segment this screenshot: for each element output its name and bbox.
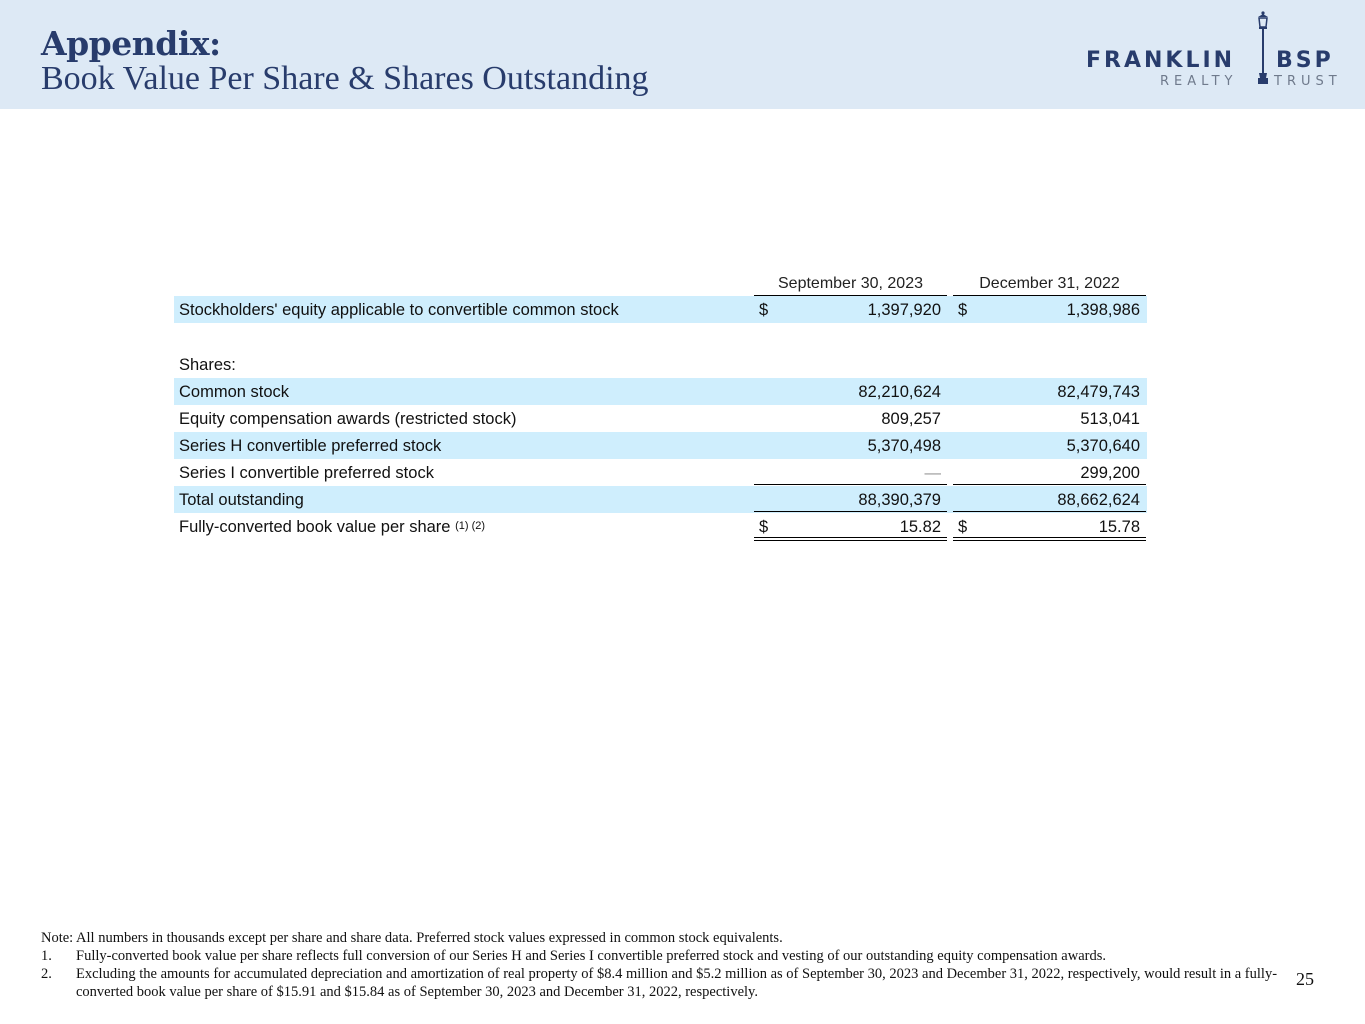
value-sep-2023: 5,370,498 [867,437,941,455]
value-sep-2023: — [924,464,941,482]
table-row [174,432,1147,459]
value-sep-2023: 15.82 [899,518,941,536]
currency-symbol: $ [958,518,968,536]
value-sep-2023: 809,257 [881,410,941,428]
lamp-post-icon [1253,10,1273,90]
total-underline [953,511,1146,512]
value-sep-2023: 1,397,920 [867,301,941,319]
footnotes [41,929,1281,1001]
footnote-refs: (1) (2) [455,520,486,532]
row-label [179,518,485,537]
logo-word-bsp: BSP [1276,48,1334,73]
value-dec-2022: 82,479,743 [1057,383,1140,401]
footnote-number: 2. [41,966,52,982]
row-label: Common stock [179,383,290,401]
subtotal-underline [754,484,947,485]
header-banner [0,0,1365,109]
table-row [174,378,1147,405]
footnote-text: Excluding the amounts for accumulated depreciation and amortization of real property of $8.4 million and $5.2 million as of September 30, 2023 and December 31, 2022, respectively, would result in a fully-converted book value per share of $15.91 and $15.84 as of September 30, 2023 and December 31, 2022, respectively. [76,966,1278,1000]
spacer-row [174,323,1147,350]
value-dec-2022: 513,041 [1080,410,1140,428]
double-underline-bottom [754,540,947,541]
column-header-sep-2023: September 30, 2023 [754,275,947,296]
footnote-item [41,965,1281,1001]
equity-row [174,296,1147,323]
row-label: Series H convertible preferred stock [179,437,442,455]
footnote-text: Fully-converted book value per share reflects full conversion of our Series H and Series I convertible preferred stock and vesting of our outstanding equity compensation awards. [76,948,1106,964]
value-dec-2022: 1,398,986 [1066,301,1140,319]
value-sep-2023: 88,390,379 [858,491,941,509]
footnote-number: 1. [41,948,52,964]
double-underline-top [754,537,947,538]
double-underline-top [953,537,1146,538]
row-label: Stockholders' equity applicable to convertible common stock [179,301,619,319]
value-sep-2023: 82,210,624 [858,383,941,401]
row-label-text: Fully-converted book value per share [179,518,451,536]
currency-symbol: $ [759,301,769,319]
row-label: Equity compensation awards (restricted stock) [179,410,517,428]
total-underline [754,511,947,512]
double-underline-bottom [953,540,1146,541]
value-dec-2022: 88,662,624 [1057,491,1140,509]
shares-section-label: Shares: [179,356,236,374]
logo-sub-realty: REALTY [1160,74,1238,89]
logo-word-franklin: FRANKLIN [1086,48,1236,73]
footnote-item [41,947,1281,965]
total-row [174,486,1147,513]
franklin-bsp-logo [1084,10,1354,98]
book-value-table [174,270,1147,540]
row-label: Total outstanding [179,491,304,509]
page-title: Appendix: [41,24,221,63]
subtotal-underline [953,484,1146,485]
value-dec-2022: 5,370,640 [1066,437,1140,455]
shares-section-row [174,350,1147,378]
value-dec-2022: 299,200 [1080,464,1140,482]
general-note: Note: All numbers in thousands except per share and share data. Preferred stock values expressed in common stock equivalents. [41,930,783,946]
page-subtitle: Book Value Per Share & Shares Outstanding [41,60,649,97]
logo-sub-trust: TRUST [1274,74,1342,89]
value-dec-2022: 15.78 [1098,518,1140,536]
table-row [174,405,1147,432]
currency-symbol: $ [958,301,968,319]
currency-symbol: $ [759,518,769,536]
table-header-row [174,270,1147,296]
row-label: Series I convertible preferred stock [179,464,434,482]
column-header-dec-2022: December 31, 2022 [953,275,1146,296]
book-value-per-share-row [174,513,1147,540]
table-row [174,459,1147,486]
page-number: 25 [1296,969,1314,989]
